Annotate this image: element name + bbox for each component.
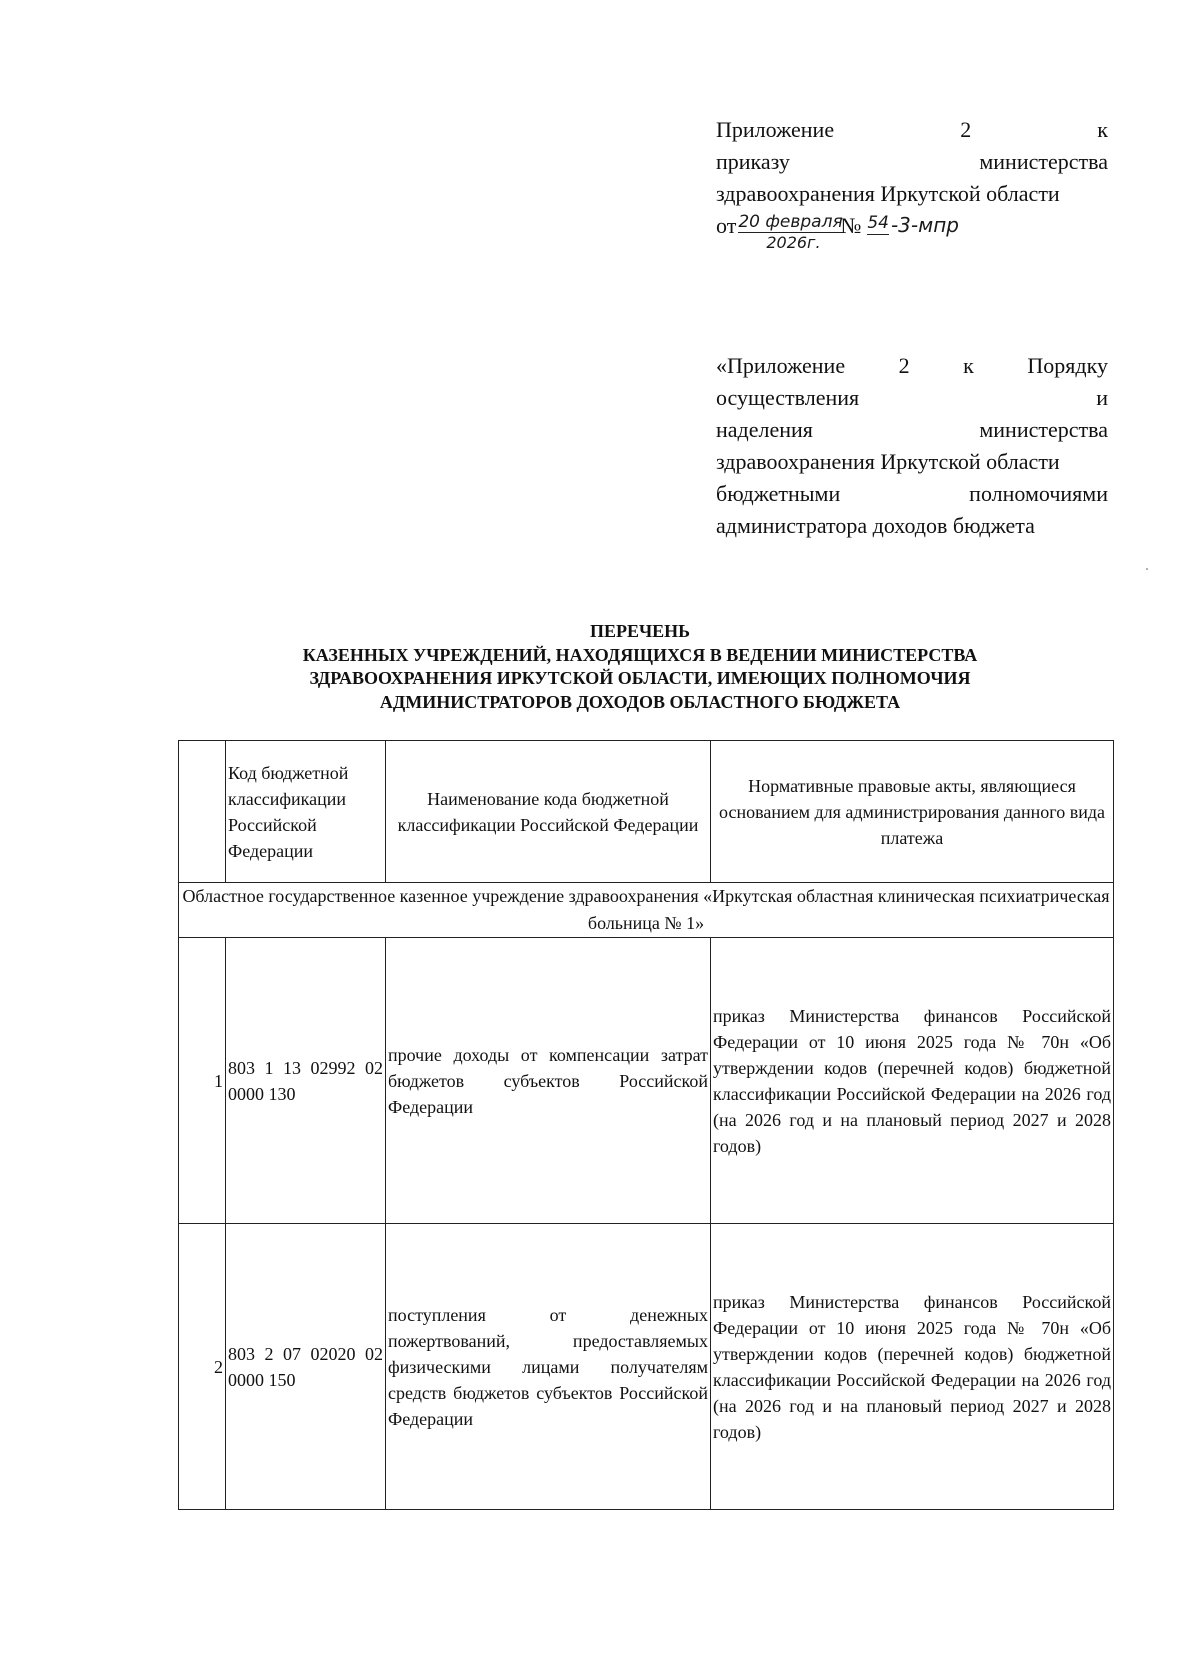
title-line: АДМИНИСТРАТОРОВ ДОХОДОВ ОБЛАСТНОГО БЮДЖЕТА xyxy=(379,691,901,712)
annex-inner-line: здравоохранения Иркутской области xyxy=(716,449,1060,474)
annex-line: приказу министерства xyxy=(716,149,1108,174)
header-num xyxy=(179,741,226,883)
annex-inner xyxy=(716,350,1108,542)
handwritten-date xyxy=(738,210,843,252)
handwritten-order-number: 54 xyxy=(867,213,889,233)
organization-name: Областное государственное казенное учреждение здравоохранения «Иркутская областная клиническая психиатрическая больница № 1» xyxy=(179,883,1114,938)
annex-line: Приложение 2 к xyxy=(716,117,1108,142)
title-line: ПЕРЕЧЕНЬ xyxy=(589,621,691,641)
order-number-label: № xyxy=(840,213,862,238)
organization-row xyxy=(179,883,1114,938)
table-row xyxy=(179,938,1114,1224)
handwritten-date-top: 20 февраля xyxy=(738,212,843,232)
table-header-row xyxy=(179,741,1114,883)
income-administrators-table xyxy=(178,740,1114,1510)
row-code: 803 1 13 02992 02 0000 130 xyxy=(226,938,386,1224)
row-acts: приказ Министерства финансов Российской Федерации от 10 июня 2025 года № 70н «Об утверждении кодов (перечней кодов) бюджетной классификации Российской Федерации на 2026 год (на 2026 год и на плановый период 2027 и 2028 годов) xyxy=(711,1224,1114,1510)
annex-inner-line: администратора доходов бюджета xyxy=(716,513,1035,538)
row-acts: приказ Министерства финансов Российской Федерации от 10 июня 2025 года № 70н «Об утверждении кодов (перечней кодов) бюджетной классификации Российской Федерации на 2026 год (на 2026 год и на плановый период 2027 и 2028 годов) xyxy=(711,938,1114,1224)
scan-speck xyxy=(1146,568,1148,570)
row-name: прочие доходы от компенсации затрат бюджетов субъектов Российской Федерации xyxy=(386,938,711,1224)
order-prefix: от xyxy=(716,213,737,238)
title-line: ЗДРАВООХРАНЕНИЯ ИРКУТСКОЙ ОБЛАСТИ, ИМЕЮЩИХ ПОЛНОМОЧИЯ xyxy=(309,668,971,688)
handwritten-date-bottom: 2026г. xyxy=(766,233,821,252)
order-reference xyxy=(716,210,1108,252)
row-name: поступления от денежных пожертвований, предоставляемых физическими лицами получателям средств бюджетов субъектов Российской Федерации xyxy=(386,1224,711,1510)
annex-header xyxy=(716,114,1108,252)
annex-line: здравоохранения Иркутской области xyxy=(716,181,1060,206)
table-row xyxy=(179,1224,1114,1510)
document-title xyxy=(180,620,1100,714)
annex-inner-line: осуществления и xyxy=(716,385,1108,410)
header-name: Наименование кода бюджетной классификации Российской Федерации xyxy=(386,741,711,883)
title-line: КАЗЕННЫХ УЧРЕЖДЕНИЙ, НАХОДЯЩИХСЯ В ВЕДЕНИИ МИНИСТЕРСТВА xyxy=(302,644,978,665)
header-code: Код бюджетной классификации Российской Федерации xyxy=(226,741,386,883)
handwritten-order-suffix: -3-мпр xyxy=(890,213,959,237)
row-number: 1 xyxy=(179,938,226,1224)
annex-inner-line: бюджетными полномочиями xyxy=(716,481,1108,506)
header-acts: Нормативные правовые акты, являющиеся основанием для администрирования данного вида платежа xyxy=(711,741,1114,883)
row-number: 2 xyxy=(179,1224,226,1510)
annex-inner-line: наделения министерства xyxy=(716,417,1108,442)
row-code: 803 2 07 02020 02 0000 150 xyxy=(226,1224,386,1510)
annex-inner-line: «Приложение 2 к Порядку xyxy=(716,353,1108,378)
